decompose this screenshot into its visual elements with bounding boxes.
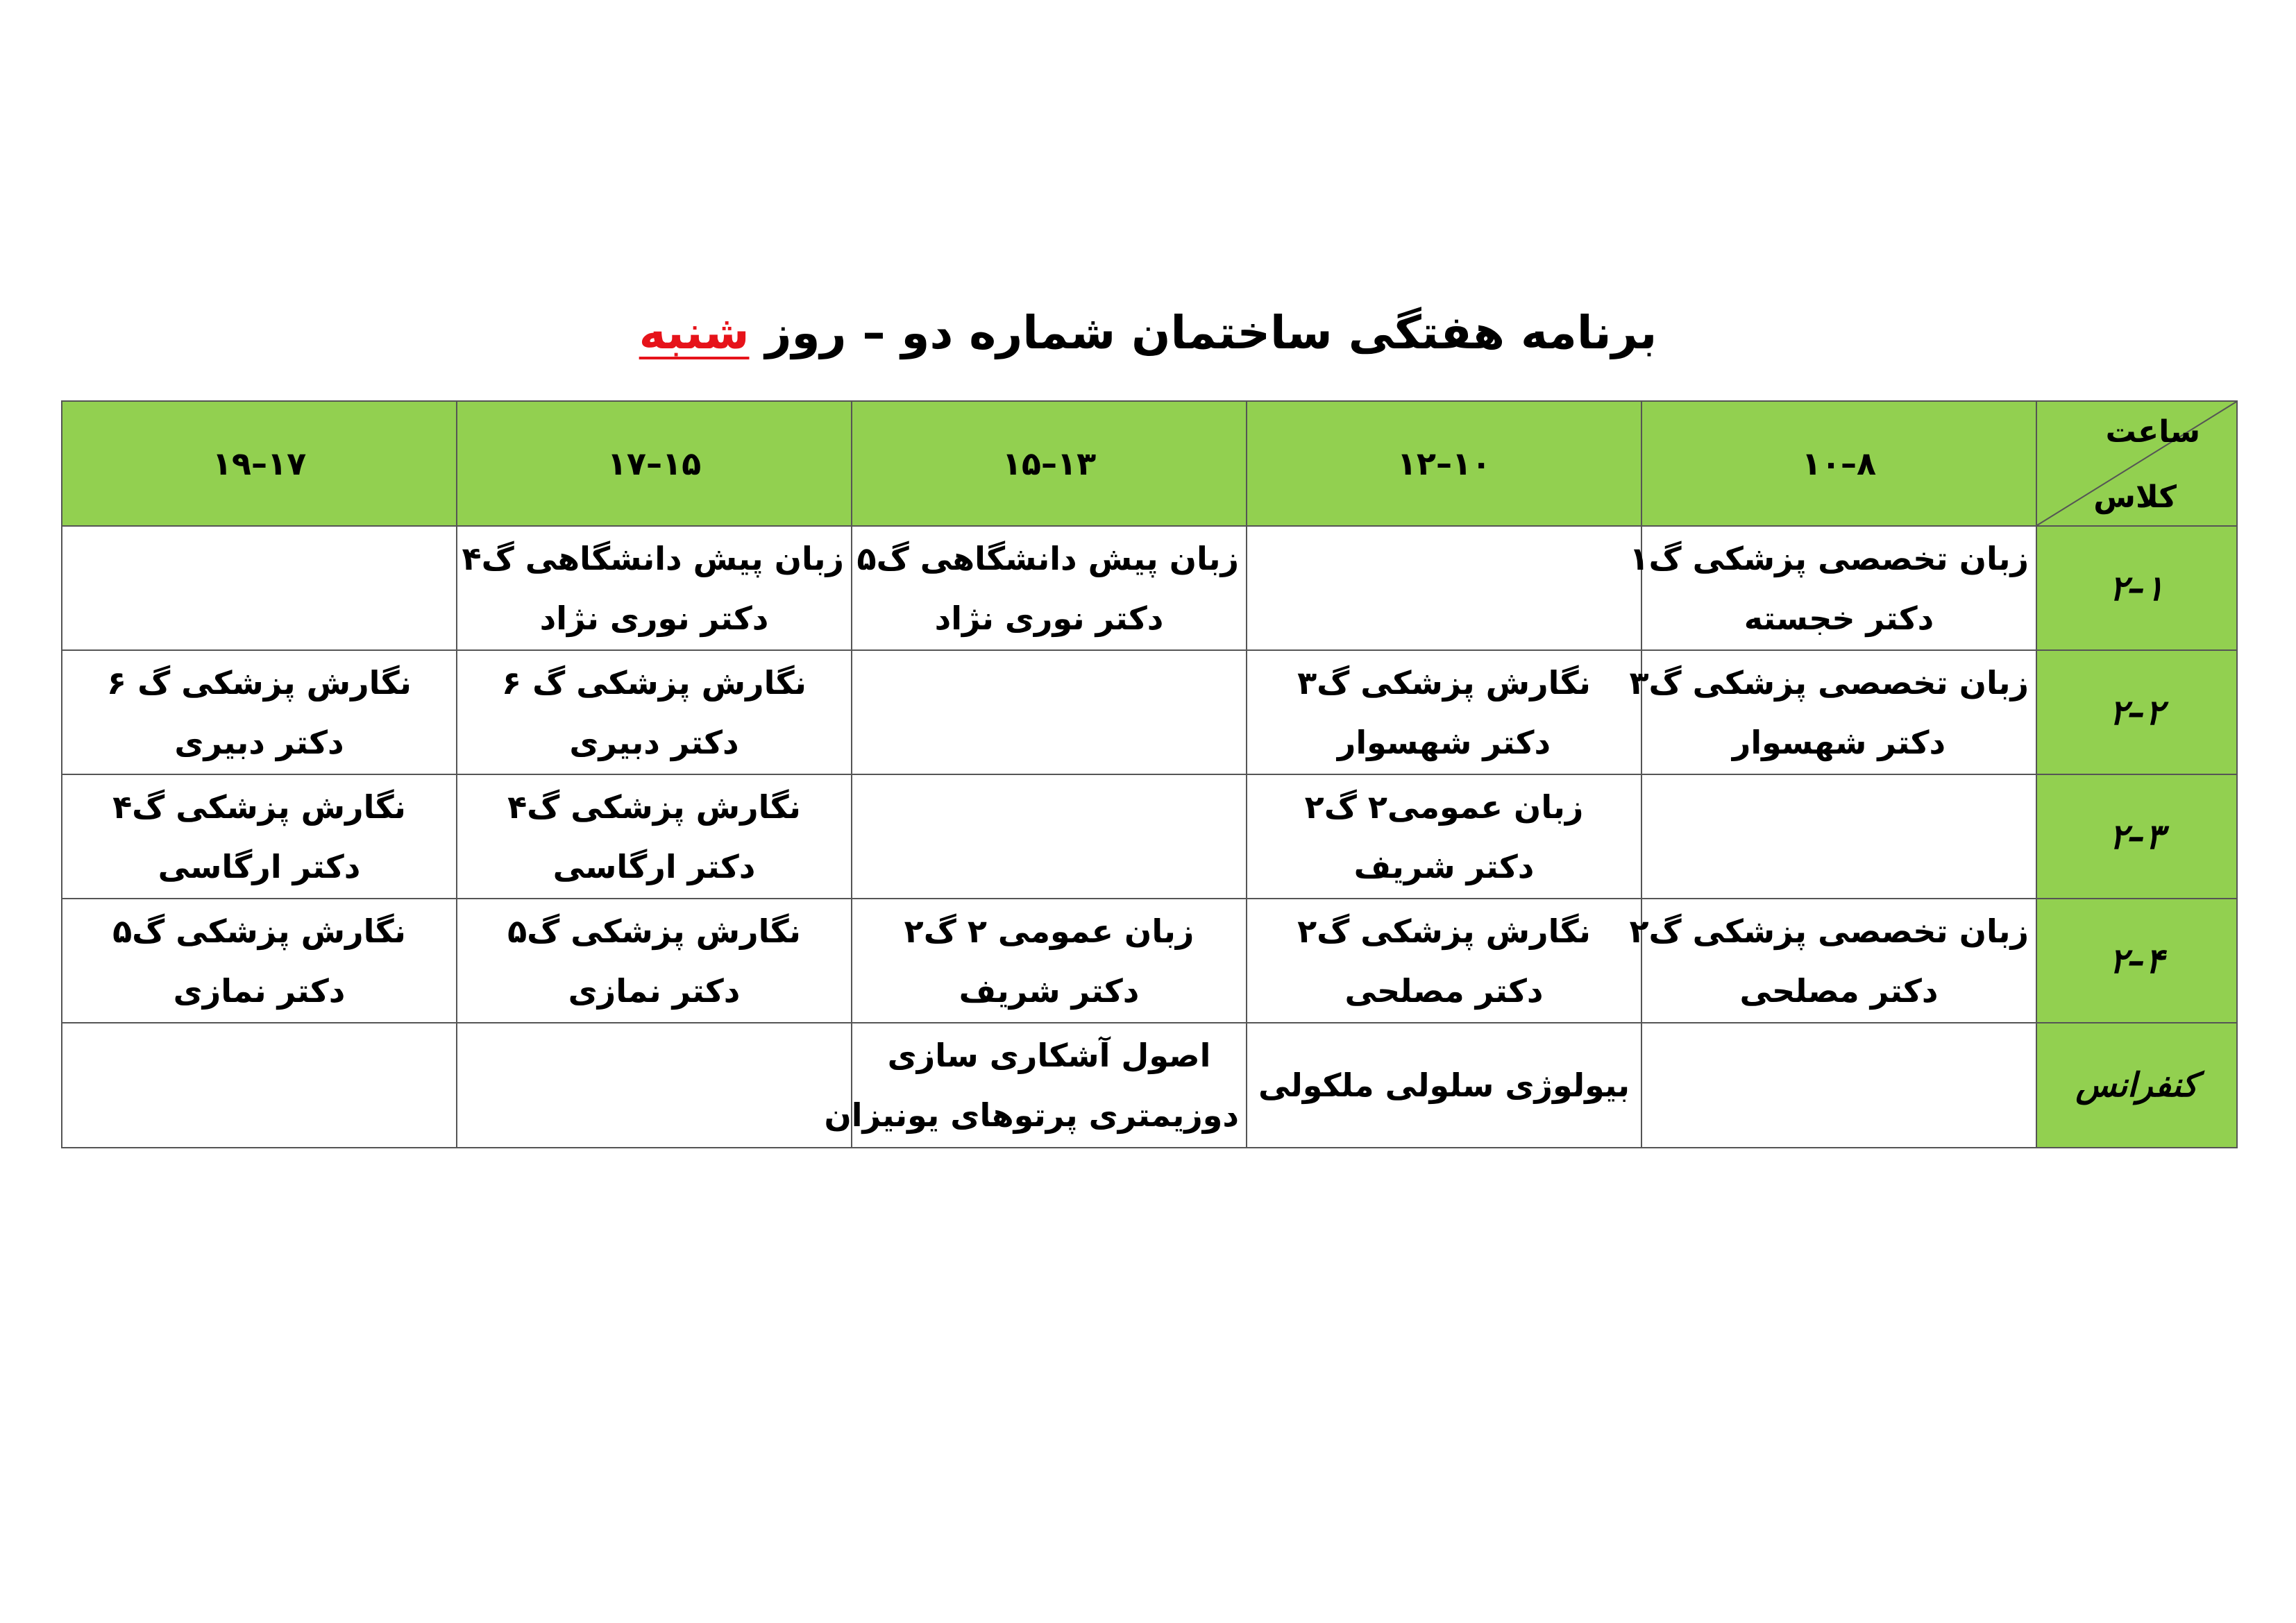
instructor-name: دکتر ارگاسی: [158, 847, 361, 885]
course-name: نگارش پزشکی گ۵: [112, 912, 406, 950]
schedule-cell: [457, 526, 852, 650]
instructor-name: دکتر مصلحی: [1344, 971, 1544, 1010]
table-row: [62, 526, 2237, 650]
schedule-cell: [1247, 526, 1641, 650]
course-name: زبان عمومی ۲ گ۲: [904, 912, 1195, 950]
time-slot-header: ۱۰–۱۲: [1247, 401, 1641, 526]
time-slot-header: ۱۵–۱۷: [457, 401, 852, 526]
course-name: نگارش پزشکی گ۴: [112, 788, 406, 826]
instructor-name: دکتر شهسوار: [1337, 723, 1551, 761]
schedule-cell: [62, 1023, 457, 1148]
instructor-name: دکتر نوری نژاد: [934, 599, 1164, 637]
schedule-cell: [62, 774, 457, 899]
instructor-name: دکتر شریف: [959, 971, 1140, 1010]
schedule-cell: [1641, 1023, 2036, 1148]
instructor-name: دکتر نمازی: [173, 971, 346, 1010]
class-label: ۳–۲: [2036, 774, 2237, 899]
course-name: زبان تخصصی پزشکی گ۳: [1629, 663, 2029, 702]
course-name: نگارش پزشکی گ ۶: [107, 663, 412, 702]
course-name: نگارش پزشکی گ ۶: [502, 663, 807, 702]
course-name: زبان پیش دانشگاهی گ۴: [462, 539, 844, 577]
schedule-cell: [457, 650, 852, 774]
table-row: [62, 899, 2237, 1023]
header-row: [62, 401, 2237, 526]
instructor-name: دکتر خجسته: [1744, 599, 1934, 637]
instructor-name: دکتر دبیری: [174, 723, 344, 761]
time-slot-header: ۱۷–۱۹: [62, 401, 457, 526]
course-name: زبان عمومی۲ گ۲: [1304, 788, 1584, 826]
schedule-cell: [457, 1023, 852, 1148]
instructor-name: دکتر دبیری: [569, 723, 739, 761]
course-name: زبان تخصصی پزشکی گ۲: [1629, 912, 2029, 950]
class-label: ۴–۲: [2036, 899, 2237, 1023]
instructor-name: دکتر ارگاسی: [552, 847, 756, 885]
course-name: زبان تخصصی پزشکی گ۱: [1629, 539, 2029, 577]
schedule-cell: [852, 774, 1247, 899]
table-row: [62, 650, 2237, 774]
corner-time-label: ساعت: [2105, 414, 2200, 450]
table-row: [62, 774, 2237, 899]
class-label: ۱–۲: [2036, 526, 2237, 650]
schedule-cell: [1247, 774, 1641, 899]
course-name: اصول آشکاری سازی: [887, 1037, 1211, 1074]
instructor-name: دکتر نمازی: [568, 971, 741, 1010]
title-day: شنبه: [639, 306, 750, 359]
schedule-cell: [852, 650, 1247, 774]
schedule-cell: [457, 899, 852, 1023]
table-row: [62, 1023, 2237, 1148]
schedule-cell: [1247, 650, 1641, 774]
schedule-cell: [62, 526, 457, 650]
schedule-cell: [1629, 650, 2036, 774]
instructor-name: دکتر مصلحی: [1739, 971, 1939, 1010]
page-title: [0, 295, 2296, 371]
course-name: بیولوژی سلولی ملکولی: [1258, 1067, 1630, 1104]
schedule-cell: [62, 650, 457, 774]
course-name: زبان پیش دانشگاهی گ۵: [856, 539, 1239, 577]
course-name: نگارش پزشکی گ۴: [507, 788, 801, 826]
class-label: ۲–۲: [2036, 650, 2237, 774]
course-name: نگارش پزشکی گ۳: [1297, 663, 1591, 702]
instructor-name: دکتر نوری نژاد: [539, 599, 769, 637]
class-label: کنفرانس: [2036, 1023, 2237, 1148]
time-slot-header: ۱۳–۱۵: [852, 401, 1247, 526]
instructor-name: دوزیمتری پرتوهای یونیزان: [824, 1096, 1239, 1134]
schedule-cell: [457, 774, 852, 899]
course-name: نگارش پزشکی گ۲: [1297, 912, 1591, 950]
schedule-cell: [1629, 526, 2036, 650]
instructor-name: دکتر شهسوار: [1732, 723, 1946, 761]
corner-cell: [2036, 401, 2237, 526]
schedule-cell: [62, 899, 457, 1023]
schedule-cell: [1247, 899, 1641, 1023]
schedule-cell: [1629, 899, 2036, 1023]
course-name: نگارش پزشکی گ۵: [507, 912, 801, 950]
schedule-cell: [1641, 774, 2036, 899]
schedule-table: [61, 400, 2238, 1148]
schedule-cell: [1247, 1023, 1641, 1148]
corner-class-label: کلاس: [2093, 479, 2177, 515]
instructor-name: دکتر شریف: [1353, 847, 1535, 885]
schedule-cell: [852, 899, 1247, 1023]
title-prefix: برنامه هفتگی ساختمان شماره دو – روز: [749, 306, 1657, 359]
schedule-cell: [824, 1023, 1247, 1148]
schedule-cell: [852, 526, 1247, 650]
time-slot-header: ۸–۱۰: [1641, 401, 2036, 526]
